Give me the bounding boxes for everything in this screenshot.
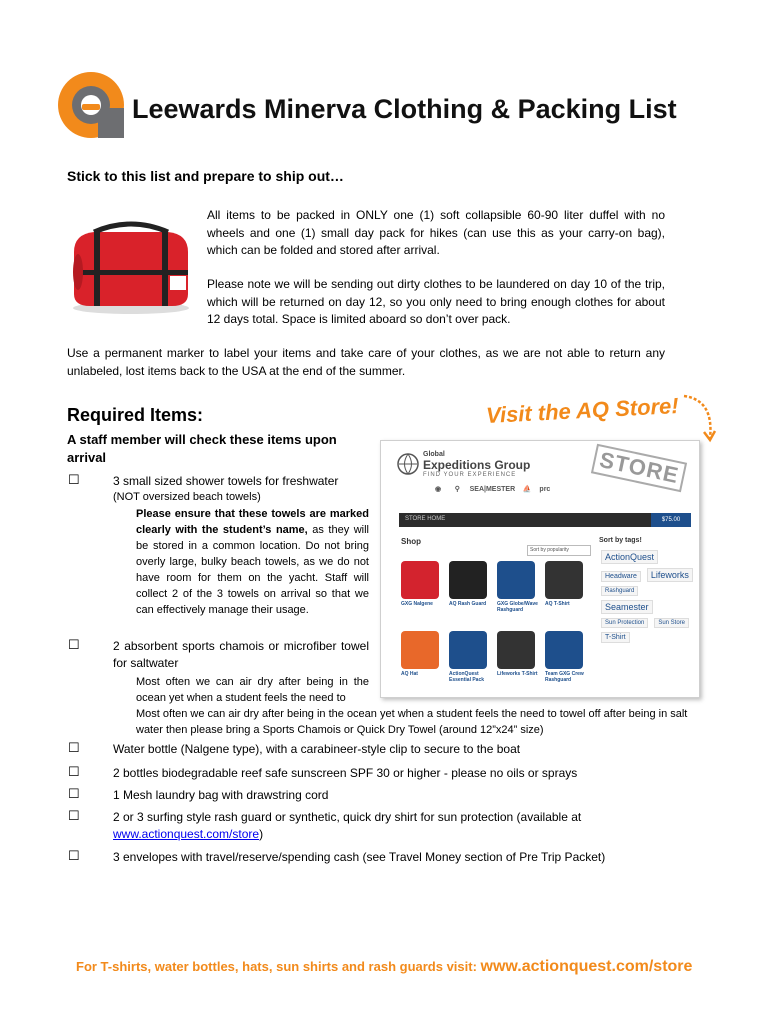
lifeworks-icon: ⚲ [454,486,460,493]
product-crew-rashguard[interactable] [545,631,583,669]
product-nalgene[interactable] [401,561,439,599]
product-lifeworks-tshirt[interactable] [497,631,535,669]
store-brand-top: Global [423,451,445,458]
intro-paragraph-2: Please note we will be sending out dirty clothes to be laundered on day 10 of the trip, which will be returned on day 12, so you only need to bring enough clothes for about 12 days total. Space is limited aboard so don’t over pack. [207,277,665,326]
checkbox[interactable]: ☐ [68,786,80,801]
store-brand-sub: FIND YOUR EXPERIENCE [423,472,517,478]
store-cart[interactable]: $75.00 [651,513,691,527]
store-nav-home[interactable]: STORE HOME [405,516,446,522]
product-aq-tshirt[interactable] [545,561,583,599]
footer-text: For T-shirts, water bottles, hats, sun shirts and rash guards visit: [76,959,481,974]
store-link[interactable]: www.actionquest.com/store [113,827,260,841]
product-label[interactable]: AQ Hat [401,671,418,677]
product-gxg-rashguard[interactable] [497,561,535,599]
tag[interactable]: Lifeworks [647,568,693,582]
checkbox[interactable]: ☐ [68,848,80,863]
tag[interactable]: ActionQuest [601,550,658,564]
product-label[interactable]: Lifeworks T-Shirt [497,671,538,677]
product-label[interactable]: ActionQuest Essential Pack [449,671,485,683]
item-chamois-note: Most often we can air dry after being in the ocean yet when a student feels the need to towel off after being in salt water then please bring a Sports Chamois or Quick Dry Towel (around 12”x24” size) [136,708,688,736]
tags-title: Sort by tags! [599,537,642,544]
checkbox[interactable]: ☐ [68,740,80,755]
tag[interactable]: Sun Store [654,618,689,628]
seamester-icon: SEA|MESTER [469,486,516,493]
product-rash-guard[interactable] [449,561,487,599]
towel-note-rest: as they will be stored in a common location. Do not bring overly large, bulky beach towels, as we do not have room for them on the yacht. Staff will collect 2 of the 3 towels on arrival so that we can effectively manage their usage. [136,524,369,616]
item-shower-towels: 3 small sized shower towels for freshwater [113,474,339,488]
store-screenshot[interactable] [380,440,700,698]
intro-paragraph-3: Use a permanent marker to label your items and take care of your clothes, as we are not able to return any unlabeled, lost items back to the USA at the end of the summer. [67,346,665,378]
page-title: Leewards Minerva Clothing & Packing List [132,94,677,124]
item-chamois-note-a: Most often we can air dry after being in the ocean yet when a student feels the need to [136,676,369,704]
tag[interactable]: T-Shirt [601,632,630,643]
store-shop-heading: Shop [401,537,421,546]
item-rash-guard [113,809,673,843]
item-shower-towels-note [136,506,369,618]
rash-guard-after: ) [259,827,264,841]
tag[interactable]: Rashguard [601,586,638,596]
towel-note-bold: Please ensure that these towels are marked clearly with the student’s name, [136,508,369,536]
sail-icon: ⛵ [522,486,532,493]
store-tags [599,537,695,645]
item-water-bottle: Water bottle (Nalgene type), with a carabineer-style clip to secure to the boat [113,742,521,756]
product-aq-hat[interactable] [401,631,439,669]
product-label[interactable]: Team GXG Crew Rashguard [545,671,584,683]
item-sunscreen: 2 bottles biodegradable reef safe sunscreen SPF 30 or higher - please no oils or sprays [113,766,578,780]
tag[interactable]: Sun Protection [601,618,648,628]
prc-icon: prc [539,486,551,493]
item-chamois: 2 absorbent sports chamois or microfiber towel for saltwater [113,639,369,670]
item-laundry-bag: 1 Mesh laundry bag with drawstring cord [113,788,329,802]
curved-arrow-icon [680,392,720,444]
aq-small-icon: ◉ [435,486,442,493]
product-essential-pack[interactable] [449,631,487,669]
rash-guard-text: 2 or 3 surfing style rash guard or synthetic, quick dry shirt for sun protection (available at [113,810,582,824]
store-nav-bar[interactable] [399,513,691,527]
checkbox[interactable]: ☐ [68,637,80,652]
checkbox[interactable]: ☐ [68,472,80,487]
visit-store-callout[interactable]: Visit the AQ Store! [485,392,680,429]
footer-url[interactable]: www.actionquest.com/store [480,958,693,975]
store-stamp: STORE [591,444,688,493]
store-brand [423,451,530,478]
aq-logo-icon [54,68,128,142]
product-label[interactable]: AQ Rash Guard [449,601,487,607]
item-envelopes: 3 envelopes with travel/reserve/spending cash (see Travel Money section of Pre Trip Packet) [113,850,606,864]
product-label[interactable]: GXG Globe/Wave Rashguard [497,601,538,613]
checkbox[interactable]: ☐ [68,764,80,779]
footer-note [76,958,692,976]
store-brand-icons [435,485,550,493]
tag[interactable]: Seamester [601,600,653,614]
globe-logo-icon [397,453,419,475]
product-label[interactable]: GXG Nalgene [401,601,433,607]
store-sort-select[interactable]: Sort by popularity [527,545,591,556]
duffel-bag-image [64,212,198,316]
item-shower-towels-sub: (NOT oversized beach towels) [113,491,261,503]
checkbox[interactable]: ☐ [68,808,80,823]
intro-subtitle: Stick to this list and prepare to ship out… [67,168,344,184]
store-brand-name: Expeditions Group [423,458,531,472]
intro-paragraph-1: All items to be packed in ONLY one (1) soft collapsible 60-90 liter duffel with no wheels and one (1) small day pack for hikes (can use this as your carry-on bag), which can be folded and stored after arrival. [207,208,665,257]
staff-check-note: A staff member will check these items upon arrival [67,432,337,465]
required-items-heading: Required Items: [67,405,204,425]
tag[interactable]: Headware [601,571,641,582]
product-label[interactable]: AQ T-Shirt [545,601,570,607]
